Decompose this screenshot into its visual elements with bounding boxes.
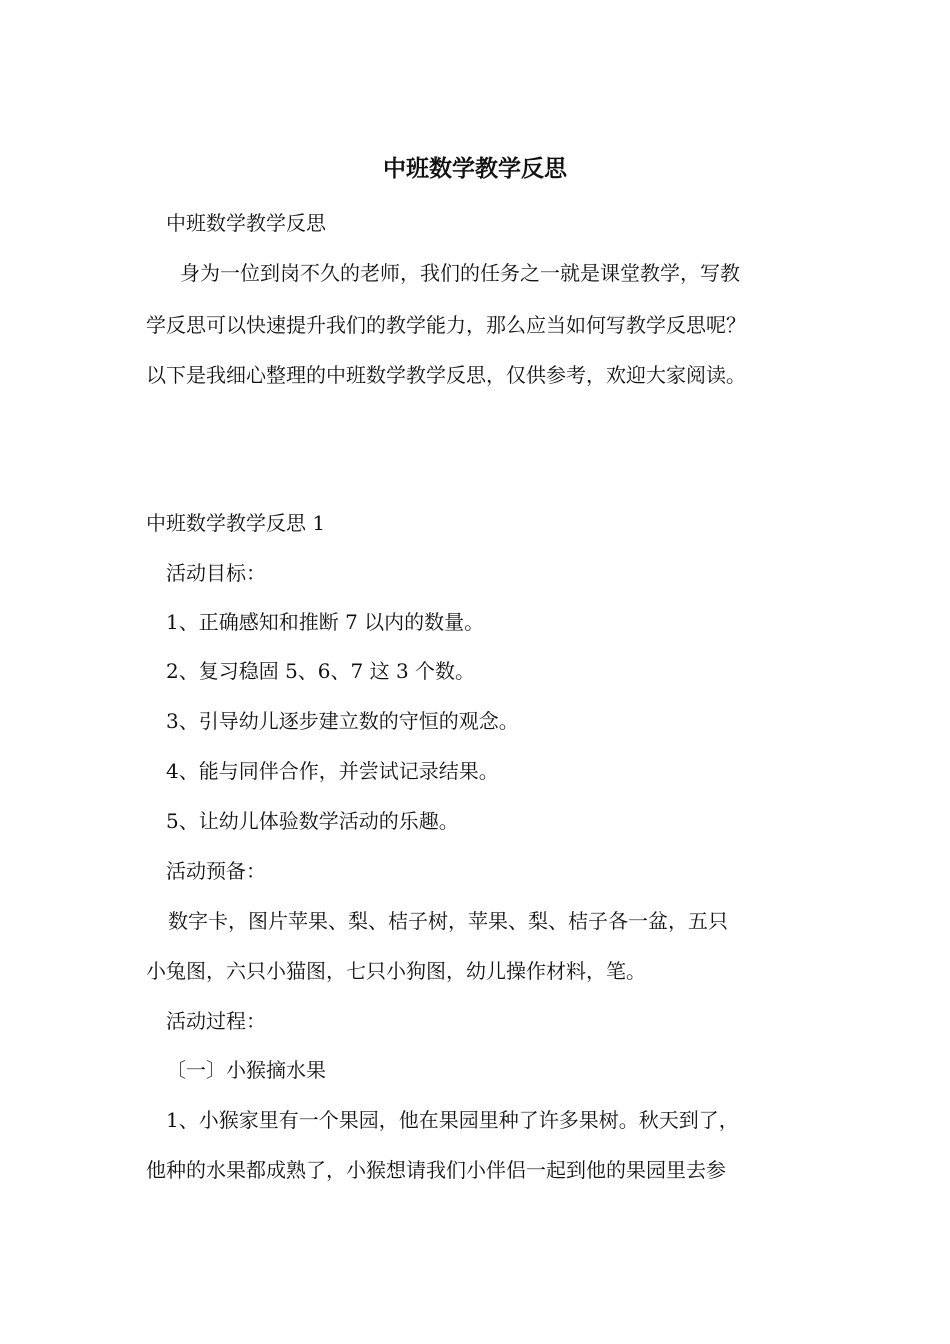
goal-item: 3、引导幼儿逐步建立数的守恒的观念。 [166,709,519,733]
goal-item: 2、复习稳固 5、6、7 这 3 个数。 [166,659,476,683]
process-heading: 活动过程： [166,1009,266,1033]
intro-line-1: 身为一位到岗不久的老师，我们的任务之一就是课堂教学，写教 [180,261,740,285]
prep-heading: 活动预备： [166,859,266,883]
goal-item: 5、让幼儿体验数学活动的乐趣。 [166,809,459,833]
section-heading: 中班数学教学反思 1 [146,511,326,535]
goals-heading: 活动目标： [166,561,266,585]
goal-item: 4、能与同伴合作，并尝试记录结果。 [166,759,499,783]
prep-line-2: 小兔图，六只小猫图，七只小狗图，幼儿操作材料，笔。 [146,959,646,983]
prep-line-1: 数字卡，图片苹果、梨、桔子树，苹果、梨、桔子各一盆，五只 [168,909,728,933]
intro-line-3: 以下是我细心整理的中班数学教学反思，仅供参考，欢迎大家阅读。 [146,363,746,387]
part1-heading: 〔一〕小猴摘水果 [166,1058,326,1082]
document-subtitle: 中班数学教学反思 [166,211,326,235]
document-title: 中班数学教学反思 [383,156,567,182]
part1-line-2: 他种的水果都成熟了，小猴想请我们小伴侣一起到他的果园里去参 [146,1158,726,1182]
part1-line-1: 1、小猴家里有一个果园，他在果园里种了许多果树。秋天到了， [166,1108,739,1132]
intro-line-2: 学反思可以快速提升我们的教学能力，那么应当如何写教学反思呢？ [146,313,746,337]
goal-item: 1、正确感知和推断 7 以内的数量。 [166,610,485,634]
